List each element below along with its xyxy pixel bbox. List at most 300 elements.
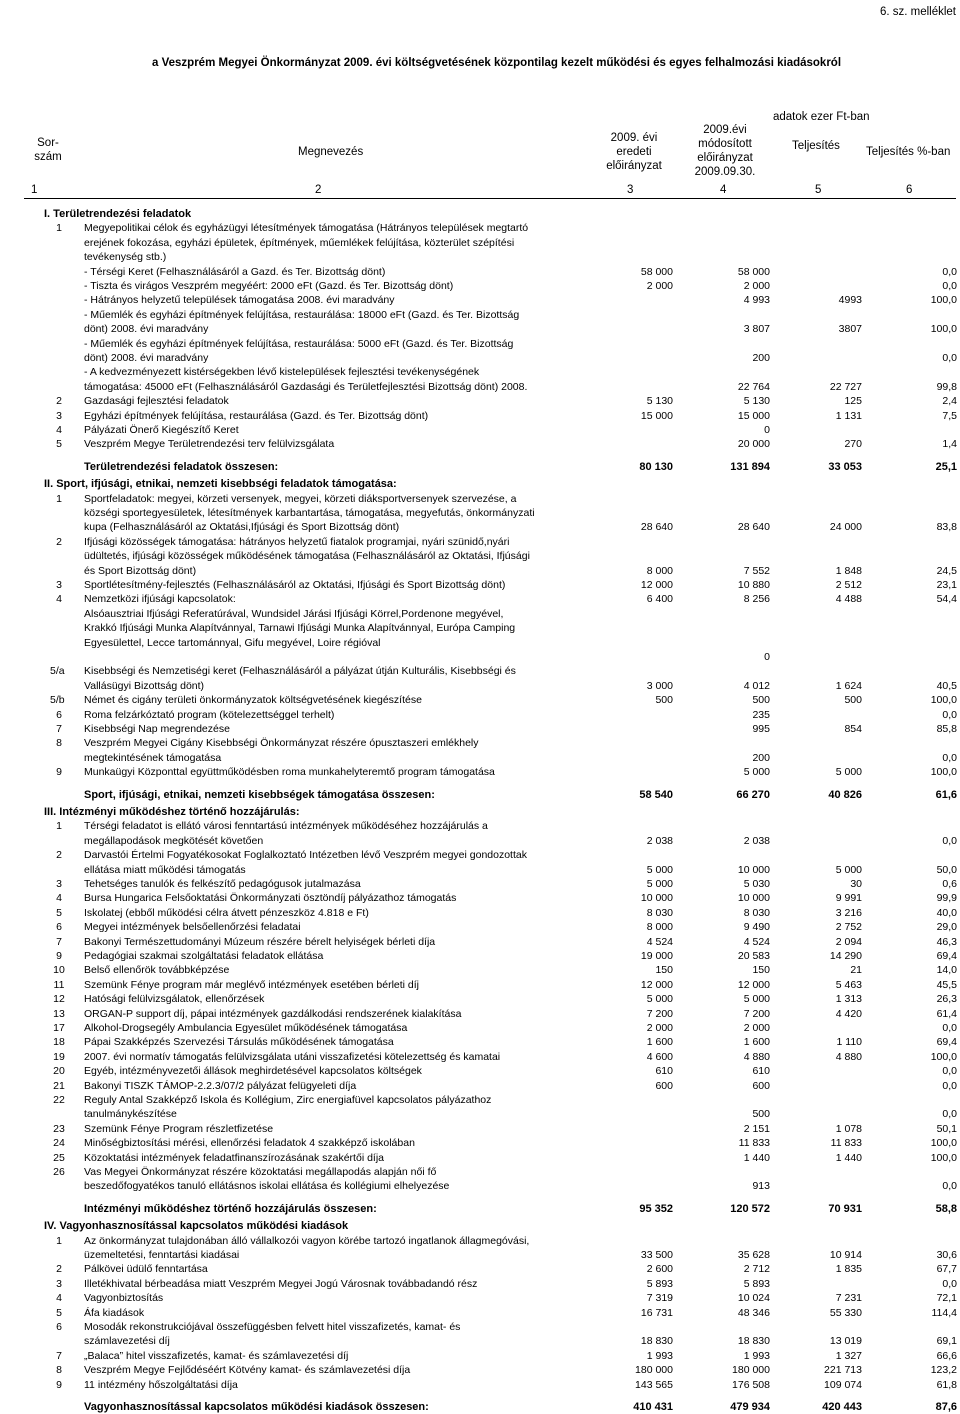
cell-actual: 1 440 [835, 1151, 862, 1164]
table-row [0, 964, 960, 977]
table-row [0, 381, 960, 394]
row-text: Krakkó Ifjúsági Munka Alapítvánnyal, Tarnawi Ifjúsági Munka Alapítvánnyal, Európa Camping [84, 622, 516, 635]
cell-percent: 66,6 [936, 1349, 957, 1362]
header-col2-line2: módosított [698, 138, 752, 150]
row-text: Bakonyi TISZK TÁMOP-2.2.3/07/2 pályázat felügyeleti díja [84, 1079, 357, 1092]
cell-percent: 69,4 [936, 1036, 957, 1049]
table-row [0, 1263, 960, 1276]
table-row [0, 665, 960, 678]
row-number: 10 [53, 964, 65, 977]
table-row [0, 251, 960, 264]
row-text: Tehetséges tanulók és felkészítő pedagógusok jutalmazása [84, 878, 361, 890]
cell-modified-budget: 11 833 [738, 1137, 770, 1150]
cell-actual: 2 094 [835, 935, 862, 948]
cell-original-budget: 7 200 [646, 1007, 673, 1020]
cell-modified-budget: 0 [764, 651, 770, 663]
row-number: 5 [56, 906, 62, 919]
table-row [0, 1321, 960, 1334]
row-text: I. Területrendezési feladatok [44, 208, 192, 220]
row-text: Egyéb, intézményvezetői állások meghirdetésével kapcsolatos költségek [84, 1065, 422, 1078]
cell-original-budget: 80 130 [639, 460, 673, 473]
cell-actual: 420 443 [822, 1401, 862, 1413]
cell-actual: 4 420 [835, 1007, 862, 1020]
cell-percent: 69,1 [936, 1335, 957, 1348]
cell-actual: 24 000 [829, 521, 862, 534]
cell-modified-budget: 8 256 [743, 593, 770, 606]
cell-modified-budget: 10 880 [737, 579, 770, 591]
annex-label: 6. sz. melléklet [879, 6, 956, 18]
cell-modified-budget: 610 [752, 1065, 770, 1078]
row-number: 11 [53, 978, 65, 991]
table-row [0, 878, 960, 891]
cell-percent: 0,0 [942, 1022, 957, 1034]
cell-modified-budget: 9 490 [743, 921, 770, 934]
cell-modified-budget: 12 000 [737, 978, 770, 991]
row-text: dönt) 2008. évi maradvány [84, 323, 209, 336]
row-text: Illetékhivatal bérbeadása miatt Veszprém Megyei Jogú Városnak továbbadandó rész [84, 1277, 478, 1290]
row-text: és Sport Bizottság dönt) [84, 564, 197, 577]
cell-percent: 100,0 [930, 694, 957, 707]
header-sorszam [28, 136, 68, 164]
cell-actual: 4 488 [835, 593, 862, 606]
cell-percent: 25,1 [935, 460, 957, 473]
section-heading [0, 478, 960, 491]
table-row [0, 1152, 960, 1165]
row-text: Minőségbiztosítási mérési, ellenőrzési feladatok 4 szakképző iskolában [84, 1137, 415, 1150]
cell-modified-budget: 10 000 [737, 892, 770, 905]
table-row [0, 950, 960, 963]
table-row [0, 835, 960, 848]
row-text: IV. Vagyonhasznosítással kapcsolatos működési kiadások [44, 1220, 349, 1233]
row-text: beszedőfogyatékos tanuló ellátásnos iskolai ellátása és kollégiumi elhelyezése [84, 1180, 450, 1193]
cell-actual: 1 131 [835, 409, 862, 422]
cell-modified-budget: 4 012 [743, 679, 770, 692]
cell-modified-budget: 200 [752, 352, 770, 364]
cell-percent: 114,4 [931, 1306, 957, 1319]
header-col4: Teljesítés %-ban [866, 146, 951, 158]
row-text: Alkohol-Drogsegély Ambulancia Egyesület működésének támogatása [84, 1022, 408, 1034]
cell-percent: 0,0 [942, 751, 957, 764]
cell-modified-budget: 20 000 [737, 438, 770, 451]
cell-original-budget: 12 000 [640, 978, 673, 991]
cell-actual: 14 290 [829, 950, 862, 962]
row-number: 23 [53, 1122, 65, 1135]
document-title: a Veszprém Megyei Önkormányzat 2009. évi költségvetésének központilag kezelt működési és egyes felhalmozási kiadásokról [152, 57, 842, 69]
cell-modified-budget: 4 880 [743, 1050, 770, 1063]
cell-percent: 69,4 [936, 950, 957, 962]
cell-actual: 55 330 [829, 1306, 862, 1319]
cell-modified-budget: 479 934 [730, 1401, 770, 1413]
cell-actual: 221 713 [824, 1364, 862, 1377]
cell-original-budget: 2 000 [646, 280, 673, 292]
row-number: 8 [56, 1364, 62, 1377]
summary-row [0, 789, 960, 802]
table-row [0, 1166, 960, 1179]
row-number: 3 [56, 1277, 62, 1290]
table-row [0, 622, 960, 635]
row-number: 7 [56, 935, 62, 948]
table-row [0, 266, 960, 279]
row-text: Munkaügyi Központtal együttműködésben roma munkahelyteremtő program támogatása [84, 766, 495, 779]
cell-original-budget: 5 000 [646, 863, 673, 876]
cell-percent: 50,0 [936, 863, 957, 876]
row-text: Pálkövei üdülő fenntartása [84, 1263, 208, 1276]
cell-percent: 58,8 [935, 1202, 957, 1215]
cell-percent: 85,8 [936, 723, 957, 735]
cell-modified-budget: 35 628 [737, 1249, 770, 1261]
row-number: 5 [56, 438, 62, 451]
row-text: Vas Megyei Önkormányzat részére közoktatási megállapodás alapján női fő [84, 1166, 437, 1178]
row-text: - Térségi Keret (Felhasználásáról a Gazd. és Ter. Bizottság dönt) [84, 265, 386, 278]
cell-modified-budget: 150 [752, 964, 770, 977]
row-number: 9 [56, 766, 62, 779]
table-row [0, 1137, 960, 1150]
table-row [0, 1278, 960, 1291]
cell-original-budget: 180 000 [635, 1364, 673, 1377]
table-row [0, 1307, 960, 1320]
table-row [0, 680, 960, 693]
header-col3: Teljesítés [792, 140, 840, 152]
row-text: Sport, ifjúsági, etnikai, nemzeti kisebbségek támogatása összesen: [84, 788, 435, 801]
cell-percent: 0,0 [942, 1108, 957, 1121]
row-text: ellátása miatt működési támogatás [84, 863, 246, 876]
row-text: Veszprém Megye Területrendezési terv felülvizsgálata [84, 438, 335, 451]
cell-modified-budget: 58 000 [737, 265, 770, 278]
row-text: Mosodák rekonstrukciójával összefüggésben felvett hitel visszafizetés, kamat- és [84, 1321, 461, 1333]
row-number: 3 [56, 579, 62, 591]
cell-actual: 2 752 [835, 921, 862, 934]
cell-percent: 99,8 [936, 380, 957, 393]
cell-modified-budget: 120 572 [730, 1202, 770, 1215]
row-text: Veszprém Megye Fejlődéséért Kötvény kamat- és számlavezetési díja [84, 1364, 411, 1377]
row-number: 20 [53, 1065, 65, 1078]
row-number: 21 [53, 1079, 65, 1092]
cell-original-budget: 8 000 [646, 921, 673, 934]
cell-percent: 40,0 [936, 906, 957, 919]
row-text: - Hátrányos helyzetű települések támogatása 2008. évi maradvány [84, 294, 395, 307]
cell-actual: 3 216 [835, 906, 862, 919]
table-row [0, 979, 960, 992]
header-sorszam-line2: szám [34, 151, 62, 163]
cell-actual: 10 914 [829, 1249, 862, 1261]
table-row [0, 521, 960, 534]
row-text: Német és cigány területi önkormányzatok költségvetésének kiegészítése [84, 694, 422, 707]
table-row [0, 1249, 960, 1262]
cell-original-budget: 2 038 [646, 834, 673, 847]
table-row [0, 438, 960, 451]
cell-percent: 0,0 [942, 1065, 957, 1078]
cell-actual: 30 [850, 878, 862, 890]
table-row [0, 536, 960, 549]
cell-modified-budget: 2 000 [743, 1022, 770, 1034]
row-number: 2 [56, 1263, 62, 1276]
cell-modified-budget: 5 000 [743, 766, 770, 779]
row-text: Szemünk Fénye program már meglévő intézmények esetében bérleti díj [84, 978, 419, 991]
table-row [0, 1080, 960, 1093]
table-row [0, 651, 960, 664]
colnum-5: 5 [815, 184, 822, 196]
cell-original-budget: 610 [655, 1065, 673, 1078]
row-text: Alsóausztriai Ifjúsági Referatúrával, Wundsidel Járási Ifjúsági Körrel,Pordenone megyével, [84, 607, 504, 620]
cell-percent: 83,8 [936, 521, 957, 534]
cell-original-budget: 600 [655, 1079, 673, 1092]
cell-modified-budget: 1 600 [743, 1036, 770, 1049]
cell-percent: 0,0 [942, 265, 957, 278]
cell-percent: 100,0 [930, 1151, 957, 1164]
cell-actual: 70 931 [828, 1202, 862, 1215]
table-row [0, 550, 960, 563]
table-row [0, 993, 960, 1006]
cell-percent: 29,0 [936, 921, 957, 934]
table-row [0, 907, 960, 920]
cell-original-budget: 33 500 [640, 1249, 673, 1261]
table-row [0, 820, 960, 833]
cell-percent: 50,1 [936, 1122, 957, 1135]
cell-original-budget: 5 000 [646, 993, 673, 1006]
row-text: megtekintésének támogatása [84, 751, 222, 764]
table-row [0, 579, 960, 592]
row-number: 1 [56, 820, 62, 833]
cell-percent: 100,0 [930, 294, 957, 307]
cell-percent: 54,4 [936, 593, 957, 606]
row-text: támogatása: 45000 eFt (Felhasználásáról Gazdasági és Területfejlesztési Bizottság dönt) 2008. [84, 380, 528, 393]
table-row [0, 507, 960, 520]
row-text: üdültetés, ifjúsági közösségek működésének támogatása (Felhasználásáról az Oktatási, Ifjúsági [84, 550, 530, 563]
row-text: Pedagógiai szakmai szolgáltatási feladatok ellátása [84, 950, 324, 962]
row-number: 9 [56, 950, 62, 962]
table-row [0, 237, 960, 250]
row-text: Áfa kiadások [84, 1306, 145, 1319]
cell-percent: 61,4 [936, 1007, 957, 1020]
cell-modified-budget: 5 030 [743, 878, 770, 890]
cell-actual: 7 231 [835, 1292, 862, 1305]
cell-percent: 26,3 [936, 993, 957, 1006]
row-number: 13 [53, 1007, 65, 1020]
cell-modified-budget: 4 524 [743, 935, 770, 948]
row-text: Hatósági felülvizsgálatok, ellenőrzések [84, 993, 265, 1006]
row-text: Roma felzárkóztató program (kötelezettséggel terhelt) [84, 708, 335, 721]
row-number: 2 [56, 395, 62, 408]
cell-percent: 0,6 [942, 878, 957, 890]
row-number: 25 [53, 1151, 65, 1164]
table-row [0, 424, 960, 437]
table-row [0, 1008, 960, 1021]
cell-original-budget: 6 400 [646, 593, 673, 606]
table-row [0, 864, 960, 877]
row-text: Iskolatej (ebből működési célra átvett pénzeszköz 4.818 e Ft) [84, 906, 369, 919]
cell-percent: 14,0 [936, 964, 957, 977]
summary-row [0, 461, 960, 474]
table-row [0, 395, 960, 408]
cell-modified-budget: 4 993 [743, 294, 770, 307]
header-sorszam-line1: Sor- [37, 137, 59, 149]
row-text: Egyházi építmények felújítása, restaurálása (Gazd. és Ter. Bizottság dönt) [84, 409, 429, 422]
cell-modified-budget: 3 807 [743, 323, 770, 336]
table-row [0, 849, 960, 862]
cell-original-budget: 1 600 [646, 1036, 673, 1049]
cell-original-budget: 2 000 [646, 1022, 673, 1034]
row-text: 11 intézmény hőszolgáltatási díja [84, 1378, 238, 1391]
table-row [0, 352, 960, 365]
row-number: 6 [56, 1321, 62, 1333]
row-number: 7 [56, 723, 62, 735]
table-row [0, 222, 960, 235]
table-row [0, 723, 960, 736]
colnum-4: 4 [720, 184, 727, 196]
table-row [0, 1379, 960, 1392]
section-heading [0, 208, 960, 221]
row-text: Szemünk Fénye Program részletfizetése [84, 1122, 274, 1135]
row-text: Kisebbségi és Nemzetiségi keret (Felhasználásáról a pályázat útján Kulturális, Kisebbségi és [84, 665, 516, 678]
cell-modified-budget: 2 038 [743, 834, 770, 847]
cell-original-budget: 4 524 [646, 935, 673, 948]
row-number: 5/a [50, 665, 65, 678]
summary-row [0, 1203, 960, 1216]
row-text: Ifjúsági közösségek támogatása: hátrányos helyzetű fiatalok programjai, nyári szünidő,nyári [84, 535, 510, 548]
row-number: 18 [53, 1036, 65, 1049]
row-text: Darvastói Értelmi Fogyatékosokat Foglalkoztató Intézetben lévő Veszprém megyei gondozottak [84, 849, 527, 862]
colnum-2: 2 [315, 184, 322, 196]
unit-label: adatok ezer Ft-ban [773, 111, 870, 123]
table-row [0, 1180, 960, 1193]
cell-modified-budget: 7 200 [743, 1007, 770, 1020]
table-row [0, 294, 960, 307]
row-text: Bursa Hungarica Felsőoktatási Önkormányzati ösztöndíj pályázathoz támogatás [84, 892, 457, 905]
cell-modified-budget: 28 640 [737, 521, 770, 534]
table-row [0, 410, 960, 423]
cell-original-budget: 10 000 [640, 892, 673, 905]
cell-modified-budget: 1 440 [743, 1151, 770, 1164]
table-row [0, 1235, 960, 1248]
row-number: 5 [56, 1306, 62, 1319]
row-number: 9 [56, 1378, 62, 1391]
row-number: 17 [53, 1022, 65, 1034]
row-text: Megyepolitikai célok és egyházügyi létesítmények támogatása (Hátrányos települések megtartó [84, 222, 529, 235]
header-col2 [682, 123, 768, 179]
table-row [0, 1364, 960, 1377]
cell-actual: 3807 [838, 323, 862, 336]
cell-original-budget: 16 731 [640, 1306, 673, 1319]
table-row [0, 1108, 960, 1121]
cell-modified-budget: 176 508 [732, 1378, 770, 1391]
cell-modified-budget: 7 552 [743, 564, 770, 577]
cell-percent: 40,5 [936, 679, 957, 692]
cell-actual: 125 [844, 395, 862, 408]
cell-modified-budget: 200 [752, 751, 770, 764]
header-col1-line3: előirányzat [606, 160, 662, 172]
cell-percent: 100,0 [930, 323, 957, 336]
row-text: Gazdasági fejlesztési feladatok [84, 395, 229, 408]
cell-percent: 123,2 [930, 1364, 957, 1377]
cell-modified-budget: 10 024 [737, 1292, 770, 1305]
cell-actual: 1 110 [836, 1036, 862, 1049]
colnum-3: 3 [627, 184, 634, 196]
cell-actual: 854 [844, 723, 862, 735]
table-row [0, 1123, 960, 1136]
cell-percent: 67,7 [936, 1263, 957, 1276]
cell-original-budget: 1 993 [646, 1349, 673, 1362]
cell-modified-budget: 913 [752, 1180, 770, 1193]
cell-modified-budget: 131 894 [730, 460, 770, 473]
cell-percent: 0,0 [942, 1277, 957, 1290]
cell-percent: 100,0 [930, 1137, 957, 1150]
row-number: 3 [56, 878, 62, 890]
table-row [0, 637, 960, 650]
cell-actual: 109 074 [824, 1378, 862, 1391]
cell-actual: 2 512 [835, 579, 862, 591]
row-text: Sportlétesítmény-fejlesztés (Felhasználásáról az Oktatási, Ifjúsági és Sport Bizottság dönt) [84, 579, 506, 591]
cell-modified-budget: 995 [752, 723, 770, 735]
cell-original-budget: 8 000 [646, 564, 673, 577]
colnum-6: 6 [906, 184, 913, 196]
cell-modified-budget: 2 712 [743, 1263, 770, 1276]
cell-actual: 4993 [838, 294, 862, 307]
table-row [0, 752, 960, 765]
table-row [0, 709, 960, 722]
cell-actual: 11 833 [830, 1137, 862, 1150]
cell-actual: 5 463 [835, 978, 862, 991]
cell-percent: 23,1 [936, 579, 957, 591]
cell-modified-budget: 235 [752, 708, 770, 721]
cell-percent: 24,5 [936, 564, 957, 577]
row-text: Az önkormányzat tulajdonában álló vállalkozói vagyon körébe tartozó ingatlanok állagmegóvási, [84, 1234, 530, 1247]
row-text: Nemzetközi ifjúsági kapcsolatok: [84, 593, 236, 606]
cell-original-budget: 410 431 [633, 1401, 673, 1413]
section-heading [0, 1220, 960, 1233]
cell-percent: 46,3 [936, 935, 957, 948]
cell-actual: 500 [844, 694, 862, 707]
row-text: megállapodások megkötését követően [84, 834, 264, 847]
row-text: Veszprém Megyei Cigány Kisebbségi Önkormányzat részére ópusztaszeri emlékhely [84, 737, 479, 750]
header-col2-line4: 2009.09.30. [694, 166, 756, 178]
row-text: Vagyonbiztosítás [84, 1292, 164, 1305]
table-row [0, 366, 960, 379]
table-row [0, 565, 960, 578]
cell-modified-budget: 2 151 [743, 1122, 770, 1135]
cell-modified-budget: 500 [752, 1108, 770, 1121]
row-text: Közoktatási intézmények feladatfinanszírozásának szakértői díja [84, 1151, 384, 1164]
row-text: Területrendezési feladatok összesen: [84, 460, 279, 473]
cell-original-budget: 12 000 [640, 579, 673, 591]
table-row [0, 1094, 960, 1107]
header-megnevezes: Megnevezés [298, 146, 364, 158]
cell-modified-budget: 5 000 [743, 993, 770, 1006]
cell-original-budget: 2 600 [646, 1263, 673, 1276]
row-number: 26 [53, 1166, 65, 1178]
table-row [0, 1065, 960, 1078]
cell-actual: 9 991 [835, 892, 862, 905]
row-text: Belső ellenőrök továbbképzése [84, 964, 230, 977]
row-number: 6 [56, 921, 62, 934]
cell-percent: 2,4 [942, 395, 957, 408]
row-text: III. Intézményi működéshez történő hozzájárulás: [44, 806, 300, 818]
cell-percent: 0,0 [942, 1079, 957, 1092]
cell-modified-budget: 18 830 [737, 1335, 770, 1348]
row-text: ORGAN-P support díj, pápai intézmények gazdálkodási rendszerének kialakítása [84, 1007, 462, 1020]
row-number: 4 [56, 892, 62, 905]
cell-actual: 5 000 [835, 863, 862, 876]
row-text: Pápai Szakképzés Szervezési Társulás működésének támogatása [84, 1036, 394, 1049]
cell-original-budget: 3 000 [646, 679, 673, 692]
cell-actual: 4 880 [835, 1050, 862, 1063]
table-row [0, 280, 960, 293]
cell-percent: 99,9 [936, 892, 957, 905]
table-row [0, 593, 960, 606]
cell-actual: 22 727 [829, 380, 862, 393]
cell-original-budget: 95 352 [639, 1202, 673, 1215]
row-number: 19 [53, 1050, 65, 1063]
cell-original-budget: 19 000 [640, 950, 673, 962]
